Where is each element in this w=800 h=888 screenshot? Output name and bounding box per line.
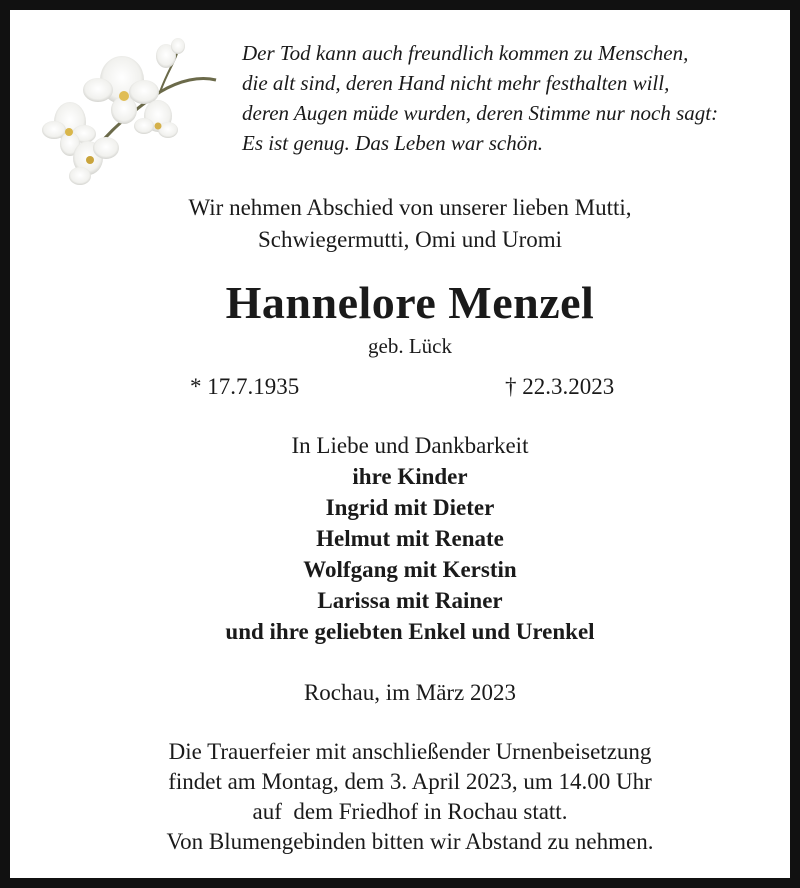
mourner-line: Larissa mit Rainer bbox=[317, 588, 503, 613]
poem-line: die alt sind, deren Hand nicht mehr festhalten will, bbox=[242, 71, 670, 95]
mourner-line: ihre Kinder bbox=[352, 464, 468, 489]
intro-line: Schwiegermutti, Omi und Uromi bbox=[257, 227, 563, 252]
deceased-name: Hannelore Menzel bbox=[225, 277, 595, 328]
funeral-line: auf dem Friedhof in Rochau statt. bbox=[252, 799, 568, 824]
birth-date: * 17.7.1935 bbox=[190, 374, 300, 399]
poem-line: Es ist genug. Das Leben war schön. bbox=[242, 131, 543, 155]
mourners-block bbox=[20, 430, 800, 647]
funeral-line: Die Trauerfeier mit anschließender Urnenbeisetzung bbox=[168, 739, 652, 764]
farewell-intro bbox=[20, 192, 800, 256]
mourner-line: und ihre geliebten Enkel und Urenkel bbox=[225, 619, 595, 644]
funeral-info bbox=[20, 737, 800, 857]
poem-line: deren Augen müde wurden, deren Stimme nur noch sagt: bbox=[242, 101, 719, 125]
orchid-flower-icon bbox=[40, 30, 230, 190]
intro-line: Wir nehmen Abschied von unserer lieben Mutti, bbox=[188, 195, 632, 220]
poem-line: Der Tod kann auch freundlich kommen zu Menschen, bbox=[242, 41, 689, 65]
death-date: † 22.3.2023 bbox=[505, 374, 615, 399]
funeral-line: Von Blumengebinden bitten wir Abstand zu nehmen. bbox=[166, 829, 654, 854]
poem bbox=[242, 38, 782, 158]
mourner-line: Wolfgang mit Kerstin bbox=[303, 557, 517, 582]
place-date: Rochau, im März 2023 bbox=[303, 680, 517, 705]
mourner-line: Ingrid mit Dieter bbox=[325, 495, 495, 520]
maiden-name: geb. Lück bbox=[368, 334, 452, 358]
mourner-line: Helmut mit Renate bbox=[316, 526, 504, 551]
mourners-intro: In Liebe und Dankbarkeit bbox=[291, 433, 529, 458]
funeral-line: findet am Montag, dem 3. April 2023, um 14.00 Uhr bbox=[168, 769, 652, 794]
